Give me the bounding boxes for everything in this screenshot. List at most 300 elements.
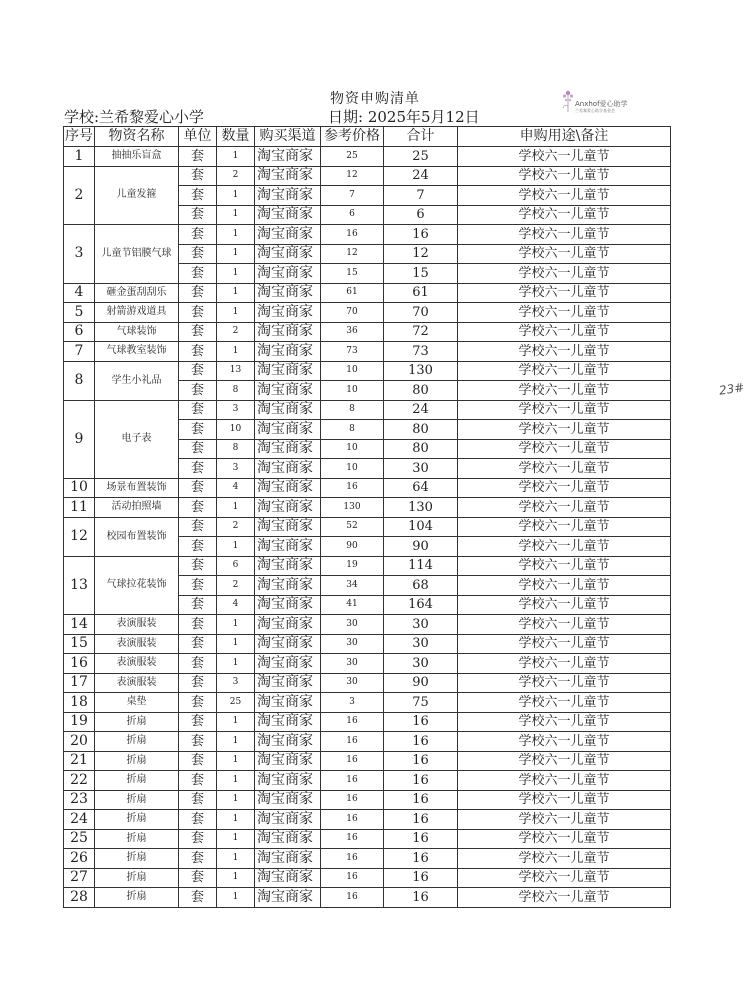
purpose-cell: 学校六一儿童节: [458, 517, 671, 537]
price-cell: 10: [321, 439, 384, 459]
index-cell: 13: [64, 556, 95, 615]
unit-cell: 套: [179, 829, 217, 849]
channel-cell: 淘宝商家: [255, 556, 321, 576]
price-cell: 61: [321, 283, 384, 303]
quantity-cell: 1: [217, 283, 255, 303]
index-cell: 25: [64, 829, 95, 849]
item-name-cell: 抽抽乐盲盒: [95, 147, 179, 167]
item-name-cell: 表演服装: [95, 615, 179, 635]
channel-cell: 淘宝商家: [255, 751, 321, 771]
quantity-cell: 1: [217, 303, 255, 323]
price-cell: 16: [321, 810, 384, 830]
price-cell: 16: [321, 790, 384, 810]
item-name-cell: 折扇: [95, 888, 179, 908]
channel-cell: 淘宝商家: [255, 459, 321, 479]
purpose-cell: 学校六一儿童节: [458, 712, 671, 732]
channel-cell: 淘宝商家: [255, 478, 321, 498]
document-title: 物资申购清单: [330, 91, 420, 107]
quantity-cell: 13: [217, 361, 255, 381]
index-cell: 23: [64, 790, 95, 810]
price-cell: 16: [321, 478, 384, 498]
price-cell: 12: [321, 244, 384, 264]
item-name-cell: 砸金蛋刮刮乐: [95, 283, 179, 303]
purchase-table: [63, 126, 671, 908]
header-channel: 购买渠道: [255, 127, 321, 147]
unit-cell: 套: [179, 264, 217, 284]
total-cell: 24: [384, 166, 458, 186]
school-name: 学校:兰希黎爱心小学: [64, 108, 205, 126]
unit-cell: 套: [179, 244, 217, 264]
table-row: [64, 654, 671, 674]
total-cell: 15: [384, 264, 458, 284]
channel-cell: 淘宝商家: [255, 498, 321, 518]
unit-cell: 套: [179, 517, 217, 537]
channel-cell: 淘宝商家: [255, 186, 321, 206]
total-cell: 30: [384, 615, 458, 635]
unit-cell: 套: [179, 225, 217, 245]
price-cell: 90: [321, 537, 384, 557]
total-cell: 64: [384, 478, 458, 498]
index-cell: 24: [64, 810, 95, 830]
quantity-cell: 8: [217, 439, 255, 459]
channel-cell: 淘宝商家: [255, 361, 321, 381]
channel-cell: 淘宝商家: [255, 381, 321, 401]
index-cell: 20: [64, 732, 95, 752]
unit-cell: 套: [179, 459, 217, 479]
total-cell: 164: [384, 595, 458, 615]
channel-cell: 淘宝商家: [255, 576, 321, 596]
item-name-cell: 场景布置装饰: [95, 478, 179, 498]
quantity-cell: 1: [217, 205, 255, 225]
index-cell: 9: [64, 400, 95, 478]
index-cell: 6: [64, 322, 95, 342]
index-cell: 18: [64, 693, 95, 713]
purpose-cell: 学校六一儿童节: [458, 751, 671, 771]
channel-cell: 淘宝商家: [255, 595, 321, 615]
total-cell: 16: [384, 751, 458, 771]
price-cell: 73: [321, 342, 384, 362]
total-cell: 130: [384, 498, 458, 518]
price-cell: 6: [321, 205, 384, 225]
index-cell: 17: [64, 673, 95, 693]
purpose-cell: 学校六一儿童节: [458, 693, 671, 713]
unit-cell: 套: [179, 205, 217, 225]
price-cell: 30: [321, 654, 384, 674]
channel-cell: 淘宝商家: [255, 829, 321, 849]
purpose-cell: 学校六一儿童节: [458, 595, 671, 615]
purpose-cell: 学校六一儿童节: [458, 303, 671, 323]
table-row: [64, 829, 671, 849]
unit-cell: 套: [179, 166, 217, 186]
purpose-cell: 学校六一儿童节: [458, 654, 671, 674]
purpose-cell: 学校六一儿童节: [458, 400, 671, 420]
purpose-cell: 学校六一儿童节: [458, 342, 671, 362]
item-name-cell: 桌垫: [95, 693, 179, 713]
total-cell: 6: [384, 205, 458, 225]
purpose-cell: 学校六一儿童节: [458, 459, 671, 479]
quantity-cell: 1: [217, 868, 255, 888]
item-name-cell: 折扇: [95, 810, 179, 830]
index-cell: 1: [64, 147, 95, 167]
price-cell: 16: [321, 732, 384, 752]
item-name-cell: 表演服装: [95, 634, 179, 654]
unit-cell: 套: [179, 322, 217, 342]
channel-cell: 淘宝商家: [255, 810, 321, 830]
price-cell: 10: [321, 381, 384, 401]
table-row: [64, 673, 671, 693]
index-cell: 4: [64, 283, 95, 303]
document-date: 日期: 2025年5月12日: [328, 108, 480, 126]
quantity-cell: 1: [217, 186, 255, 206]
purpose-cell: 学校六一儿童节: [458, 322, 671, 342]
quantity-cell: 1: [217, 810, 255, 830]
unit-cell: 套: [179, 498, 217, 518]
quantity-cell: 4: [217, 595, 255, 615]
total-cell: 130: [384, 361, 458, 381]
table-row: [64, 751, 671, 771]
total-cell: 61: [384, 283, 458, 303]
total-cell: 12: [384, 244, 458, 264]
index-cell: 27: [64, 868, 95, 888]
purpose-cell: 学校六一儿童节: [458, 498, 671, 518]
total-cell: 80: [384, 420, 458, 440]
purpose-cell: 学校六一儿童节: [458, 673, 671, 693]
table-row: [64, 225, 671, 245]
quantity-cell: 2: [217, 576, 255, 596]
price-cell: 12: [321, 166, 384, 186]
total-cell: 90: [384, 537, 458, 557]
table-row: [64, 361, 671, 381]
unit-cell: 套: [179, 478, 217, 498]
channel-cell: 淘宝商家: [255, 673, 321, 693]
total-cell: 16: [384, 829, 458, 849]
purpose-cell: 学校六一儿童节: [458, 888, 671, 908]
channel-cell: 淘宝商家: [255, 225, 321, 245]
item-name-cell: 儿童节铝膜气球: [95, 225, 179, 284]
index-cell: 3: [64, 225, 95, 284]
total-cell: 24: [384, 400, 458, 420]
price-cell: 8: [321, 420, 384, 440]
channel-cell: 淘宝商家: [255, 868, 321, 888]
unit-cell: 套: [179, 888, 217, 908]
index-cell: 5: [64, 303, 95, 323]
price-cell: 16: [321, 849, 384, 869]
table-row: [64, 712, 671, 732]
unit-cell: 套: [179, 381, 217, 401]
unit-cell: 套: [179, 732, 217, 752]
total-cell: 16: [384, 790, 458, 810]
price-cell: 16: [321, 829, 384, 849]
quantity-cell: 1: [217, 888, 255, 908]
total-cell: 68: [384, 576, 458, 596]
price-cell: 16: [321, 868, 384, 888]
index-cell: 10: [64, 478, 95, 498]
table-row: [64, 771, 671, 791]
purpose-cell: 学校六一儿童节: [458, 868, 671, 888]
channel-cell: 淘宝商家: [255, 166, 321, 186]
total-cell: 30: [384, 634, 458, 654]
quantity-cell: 1: [217, 342, 255, 362]
unit-cell: 套: [179, 186, 217, 206]
item-name-cell: 表演服装: [95, 654, 179, 674]
item-name-cell: 折扇: [95, 849, 179, 869]
purpose-cell: 学校六一儿童节: [458, 771, 671, 791]
channel-cell: 淘宝商家: [255, 849, 321, 869]
index-cell: 22: [64, 771, 95, 791]
quantity-cell: 3: [217, 673, 255, 693]
purpose-cell: 学校六一儿童节: [458, 361, 671, 381]
total-cell: 16: [384, 225, 458, 245]
channel-cell: 淘宝商家: [255, 322, 321, 342]
price-cell: 16: [321, 751, 384, 771]
unit-cell: 套: [179, 634, 217, 654]
unit-cell: 套: [179, 615, 217, 635]
unit-cell: 套: [179, 868, 217, 888]
price-cell: 70: [321, 303, 384, 323]
unit-cell: 套: [179, 556, 217, 576]
item-name-cell: 折扇: [95, 790, 179, 810]
table-row: [64, 810, 671, 830]
price-cell: 30: [321, 673, 384, 693]
table-row: [64, 478, 671, 498]
channel-cell: 淘宝商家: [255, 283, 321, 303]
header-unit: 单位: [179, 127, 217, 147]
table-row: [64, 888, 671, 908]
purpose-cell: 学校六一儿童节: [458, 810, 671, 830]
channel-cell: 淘宝商家: [255, 264, 321, 284]
quantity-cell: 1: [217, 264, 255, 284]
header-quantity: 数量: [217, 127, 255, 147]
channel-cell: 淘宝商家: [255, 303, 321, 323]
price-cell: 16: [321, 225, 384, 245]
purpose-cell: 学校六一儿童节: [458, 478, 671, 498]
index-cell: 28: [64, 888, 95, 908]
price-cell: 16: [321, 888, 384, 908]
price-cell: 3: [321, 693, 384, 713]
quantity-cell: 1: [217, 771, 255, 791]
total-cell: 70: [384, 303, 458, 323]
channel-cell: 淘宝商家: [255, 537, 321, 557]
price-cell: 25: [321, 147, 384, 167]
unit-cell: 套: [179, 576, 217, 596]
purpose-cell: 学校六一儿童节: [458, 381, 671, 401]
quantity-cell: 1: [217, 751, 255, 771]
purpose-cell: 学校六一儿童节: [458, 166, 671, 186]
purpose-cell: 学校六一儿童节: [458, 849, 671, 869]
purpose-cell: 学校六一儿童节: [458, 283, 671, 303]
quantity-cell: 3: [217, 459, 255, 479]
table-row: [64, 693, 671, 713]
item-name-cell: 折扇: [95, 712, 179, 732]
unit-cell: 套: [179, 420, 217, 440]
total-cell: 114: [384, 556, 458, 576]
price-cell: 30: [321, 634, 384, 654]
item-name-cell: 表演服装: [95, 673, 179, 693]
channel-cell: 淘宝商家: [255, 712, 321, 732]
quantity-cell: 1: [217, 147, 255, 167]
purpose-cell: 学校六一儿童节: [458, 439, 671, 459]
price-cell: 16: [321, 771, 384, 791]
total-cell: 80: [384, 381, 458, 401]
unit-cell: 套: [179, 147, 217, 167]
unit-cell: 套: [179, 283, 217, 303]
channel-cell: 淘宝商家: [255, 147, 321, 167]
table-row: [64, 303, 671, 323]
unit-cell: 套: [179, 712, 217, 732]
index-cell: 2: [64, 166, 95, 225]
table-row: [64, 790, 671, 810]
channel-cell: 淘宝商家: [255, 420, 321, 440]
quantity-cell: 1: [217, 712, 255, 732]
quantity-cell: 3: [217, 400, 255, 420]
table-row: [64, 342, 671, 362]
header-ref-price: 参考价格: [321, 127, 384, 147]
header-index: 序号: [64, 127, 95, 147]
item-name-cell: 气球装饰: [95, 322, 179, 342]
channel-cell: 淘宝商家: [255, 615, 321, 635]
purpose-cell: 学校六一儿童节: [458, 634, 671, 654]
item-name-cell: 活动拍照墙: [95, 498, 179, 518]
quantity-cell: 8: [217, 381, 255, 401]
logo-sublabel: 兰希黎爱心助学基金会: [575, 108, 615, 113]
purpose-cell: 学校六一儿童节: [458, 186, 671, 206]
price-cell: 41: [321, 595, 384, 615]
channel-cell: 淘宝商家: [255, 205, 321, 225]
handwritten-margin-note: 23#: [718, 380, 746, 398]
quantity-cell: 1: [217, 790, 255, 810]
purpose-cell: 学校六一儿童节: [458, 205, 671, 225]
table-row: [64, 166, 671, 186]
index-cell: 21: [64, 751, 95, 771]
header-total: 合计: [384, 127, 458, 147]
total-cell: 16: [384, 888, 458, 908]
header-purpose: 申购用途\备注: [458, 127, 671, 147]
quantity-cell: 1: [217, 829, 255, 849]
price-cell: 15: [321, 264, 384, 284]
header-item-name: 物资名称: [95, 127, 179, 147]
table-row: [64, 849, 671, 869]
purpose-cell: 学校六一儿童节: [458, 576, 671, 596]
item-name-cell: 学生小礼品: [95, 361, 179, 400]
foundation-logo: [557, 86, 637, 118]
index-cell: 19: [64, 712, 95, 732]
unit-cell: 套: [179, 849, 217, 869]
table-header-row: [64, 127, 671, 147]
item-name-cell: 气球拉花装饰: [95, 556, 179, 615]
total-cell: 16: [384, 712, 458, 732]
price-cell: 52: [321, 517, 384, 537]
price-cell: 10: [321, 459, 384, 479]
channel-cell: 淘宝商家: [255, 693, 321, 713]
channel-cell: 淘宝商家: [255, 439, 321, 459]
unit-cell: 套: [179, 790, 217, 810]
total-cell: 90: [384, 673, 458, 693]
item-name-cell: 气球教室装饰: [95, 342, 179, 362]
channel-cell: 淘宝商家: [255, 400, 321, 420]
logo-label: Anxhof爱心助学: [575, 100, 628, 108]
index-cell: 15: [64, 634, 95, 654]
price-cell: 19: [321, 556, 384, 576]
index-cell: 11: [64, 498, 95, 518]
purpose-cell: 学校六一儿童节: [458, 147, 671, 167]
channel-cell: 淘宝商家: [255, 244, 321, 264]
price-cell: 36: [321, 322, 384, 342]
unit-cell: 套: [179, 673, 217, 693]
total-cell: 30: [384, 459, 458, 479]
flower-logo-icon: [561, 88, 575, 114]
index-cell: 14: [64, 615, 95, 635]
unit-cell: 套: [179, 751, 217, 771]
item-name-cell: 折扇: [95, 829, 179, 849]
price-cell: 10: [321, 361, 384, 381]
channel-cell: 淘宝商家: [255, 888, 321, 908]
item-name-cell: 折扇: [95, 868, 179, 888]
channel-cell: 淘宝商家: [255, 342, 321, 362]
quantity-cell: 1: [217, 654, 255, 674]
unit-cell: 套: [179, 810, 217, 830]
purpose-cell: 学校六一儿童节: [458, 537, 671, 557]
unit-cell: 套: [179, 771, 217, 791]
item-name-cell: 折扇: [95, 732, 179, 752]
total-cell: 7: [384, 186, 458, 206]
quantity-cell: 1: [217, 244, 255, 264]
table-row: [64, 634, 671, 654]
purpose-cell: 学校六一儿童节: [458, 264, 671, 284]
table-row: [64, 732, 671, 752]
item-name-cell: 儿童发箍: [95, 166, 179, 225]
quantity-cell: 25: [217, 693, 255, 713]
price-cell: 30: [321, 615, 384, 635]
purpose-cell: 学校六一儿童节: [458, 829, 671, 849]
price-cell: 16: [321, 712, 384, 732]
index-cell: 12: [64, 517, 95, 556]
purpose-cell: 学校六一儿童节: [458, 556, 671, 576]
total-cell: 16: [384, 771, 458, 791]
unit-cell: 套: [179, 537, 217, 557]
item-name-cell: 电子表: [95, 400, 179, 478]
quantity-cell: 1: [217, 732, 255, 752]
index-cell: 16: [64, 654, 95, 674]
channel-cell: 淘宝商家: [255, 732, 321, 752]
channel-cell: 淘宝商家: [255, 771, 321, 791]
total-cell: 72: [384, 322, 458, 342]
purpose-cell: 学校六一儿童节: [458, 420, 671, 440]
total-cell: 80: [384, 439, 458, 459]
channel-cell: 淘宝商家: [255, 790, 321, 810]
price-cell: 34: [321, 576, 384, 596]
index-cell: 26: [64, 849, 95, 869]
index-cell: 7: [64, 342, 95, 362]
quantity-cell: 4: [217, 478, 255, 498]
total-cell: 16: [384, 849, 458, 869]
item-name-cell: 射箭游戏道具: [95, 303, 179, 323]
quantity-cell: 1: [217, 498, 255, 518]
table-row: [64, 615, 671, 635]
unit-cell: 套: [179, 693, 217, 713]
total-cell: 73: [384, 342, 458, 362]
quantity-cell: 2: [217, 322, 255, 342]
total-cell: 25: [384, 147, 458, 167]
table-row: [64, 556, 671, 576]
table-row: [64, 517, 671, 537]
quantity-cell: 2: [217, 517, 255, 537]
quantity-cell: 1: [217, 634, 255, 654]
item-name-cell: 折扇: [95, 751, 179, 771]
purpose-cell: 学校六一儿童节: [458, 244, 671, 264]
quantity-cell: 2: [217, 166, 255, 186]
table-row: [64, 400, 671, 420]
purpose-cell: 学校六一儿童节: [458, 225, 671, 245]
